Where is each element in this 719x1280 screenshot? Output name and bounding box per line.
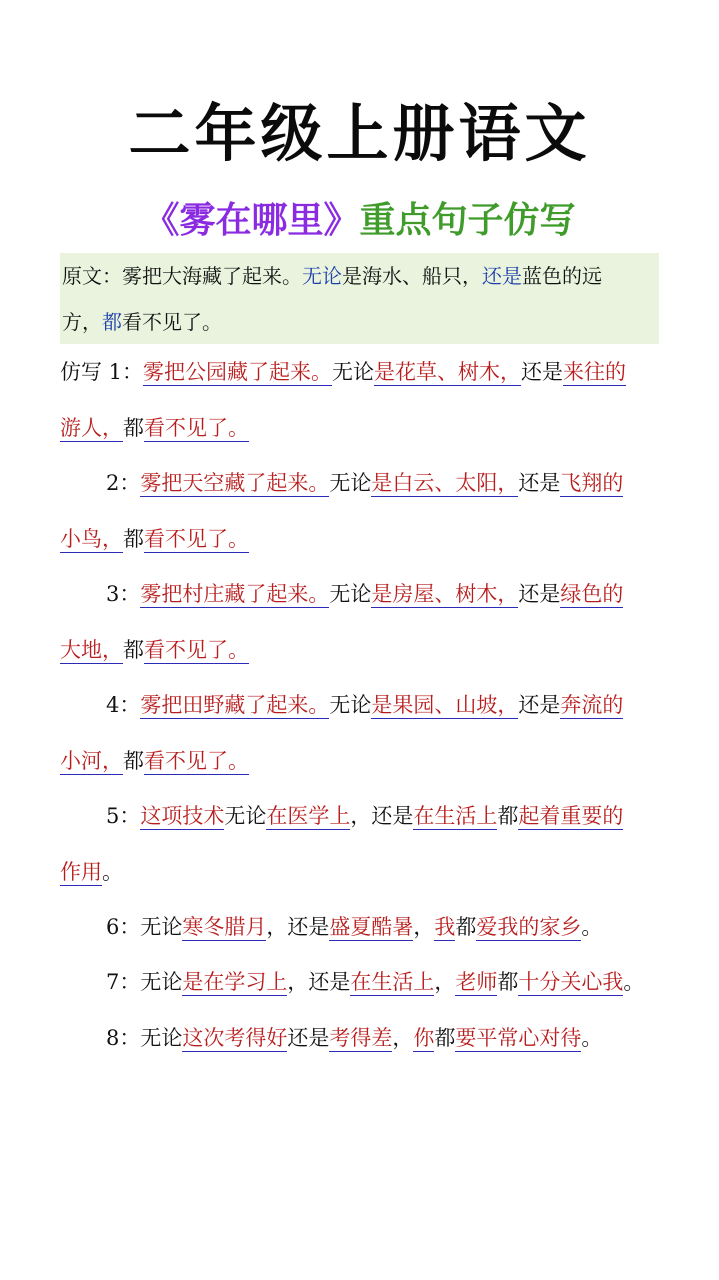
example-number: 5： [106,804,141,828]
underlined-phrase: 奔流的 [560,693,624,717]
example-5-line-1 [106,800,623,832]
sentence-segment: 无论 [332,360,375,384]
example-2-line-2 [60,523,249,555]
example-7-line-1 [106,966,644,998]
sentence-segment: 都 [123,749,144,773]
sentence-segment: 还是 [518,471,561,495]
underlined-phrase: 来往的 [563,360,627,384]
underlined-phrase: 你 [413,1026,435,1050]
page-subtitle [0,196,719,246]
underlined-phrase: 作用 [60,860,102,884]
original-segment: 是海水、船只， [342,264,482,288]
sentence-segment: ， [392,1026,414,1050]
sentence-segment: 无论 [140,970,183,994]
sentence-segment: 都 [455,915,477,939]
sentence-segment: 无论 [329,582,372,606]
underlined-phrase: 寒冬腊月 [182,915,267,939]
sentence-segment: 还是 [521,360,564,384]
original-line-2 [62,299,659,345]
sentence-segment: 都 [123,416,144,440]
sentence-segment: 还是 [287,1026,330,1050]
underlined-phrase: 大地， [60,638,123,662]
sentence-segment: 还是 [518,582,561,606]
original-keyword: 无论 [302,264,342,288]
example-number: 2： [106,471,141,495]
original-segment: 雾把大海藏了起来。 [122,264,302,288]
underlined-phrase: 我 [434,915,456,939]
underlined-phrase: 雾把田野藏了起来。 [140,693,330,717]
sentence-segment: 都 [434,1026,456,1050]
example-1-line-1 [60,356,626,388]
sentence-segment: 无论 [329,693,372,717]
original-line-1 [62,253,659,299]
underlined-phrase: 这次考得好 [182,1026,288,1050]
underlined-phrase: 起着重要的 [518,804,624,828]
example-number: 3： [106,582,141,606]
underlined-phrase: 游人， [60,416,123,440]
sentence-segment: 无论 [329,471,372,495]
underlined-phrase: 这项技术 [140,804,225,828]
example-8-line-1 [106,1022,602,1054]
example-number: 7： [106,970,141,994]
underlined-phrase: 在生活上 [350,970,435,994]
example-number: 8： [106,1026,141,1050]
underlined-phrase: 十分关心我 [518,970,624,994]
original-keyword: 都 [102,310,122,334]
sentence-segment: ， [434,970,456,994]
underlined-phrase: 飞翔的 [560,471,624,495]
sentence-segment: 都 [123,527,144,551]
original-segment: 蓝色的远 [522,264,602,288]
underlined-phrase: 雾把天空藏了起来。 [140,471,330,495]
sentence-segment: 。 [581,915,603,939]
underlined-phrase: 雾把公园藏了起来。 [143,360,333,384]
example-6-line-1 [106,911,602,943]
example-4-line-2 [60,745,249,777]
underlined-phrase: 要平常心对待 [455,1026,582,1050]
sentence-segment: ，还是 [266,915,330,939]
underlined-phrase: 是花草、树木， [374,360,522,384]
original-keyword: 还是 [482,264,522,288]
sentence-segment: 。 [102,860,123,884]
sentence-segment: 无论 [224,804,267,828]
underlined-phrase: 盛夏酷暑 [329,915,414,939]
subtitle-rest: 重点句子仿写 [359,200,576,241]
sentence-segment: 无论 [140,1026,183,1050]
underlined-phrase: 在医学上 [266,804,351,828]
sentence-segment: ，还是 [350,804,414,828]
underlined-phrase: 老师 [455,970,498,994]
original-segment: 看不见了。 [122,310,222,334]
sentence-segment: 无论 [140,915,183,939]
underlined-phrase: 在生活上 [413,804,498,828]
underlined-phrase: 是白云、太阳， [371,471,519,495]
underlined-phrase: 绿色的 [560,582,624,606]
sentence-segment: 。 [581,1026,603,1050]
example-3-line-1 [106,578,623,610]
sentence-segment: ， [413,915,435,939]
original-label: 原文： [62,264,122,288]
original-text-box [60,253,659,344]
underlined-phrase: 爱我的家乡 [476,915,582,939]
underlined-phrase: 看不见了。 [144,749,249,773]
example-number: 仿写 1： [60,360,144,384]
underlined-phrase: 看不见了。 [144,416,249,440]
example-5-line-2 [60,856,123,888]
subtitle-book: 《雾在哪里》 [143,200,360,241]
example-4-line-1 [106,689,623,721]
underlined-phrase: 看不见了。 [144,527,249,551]
sentence-segment: 还是 [518,693,561,717]
sentence-segment: ，还是 [287,970,351,994]
underlined-phrase: 考得差 [329,1026,393,1050]
sentence-segment: 都 [497,804,519,828]
example-1-line-2 [60,412,249,444]
example-number: 6： [106,915,141,939]
underlined-phrase: 小河， [60,749,123,773]
sentence-segment: 。 [623,970,645,994]
underlined-phrase: 雾把村庄藏了起来。 [140,582,330,606]
example-number: 4： [106,693,141,717]
underlined-phrase: 看不见了。 [144,638,249,662]
underlined-phrase: 是房屋、树木， [371,582,519,606]
sentence-segment: 都 [123,638,144,662]
example-3-line-2 [60,634,249,666]
sentence-segment: 都 [497,970,519,994]
original-segment: 方， [62,310,102,334]
page-title: 二年级上册语文 [128,97,591,170]
underlined-phrase: 小鸟， [60,527,123,551]
underlined-phrase: 是果园、山坡， [371,693,519,717]
example-2-line-1 [106,467,623,499]
underlined-phrase: 是在学习上 [182,970,288,994]
